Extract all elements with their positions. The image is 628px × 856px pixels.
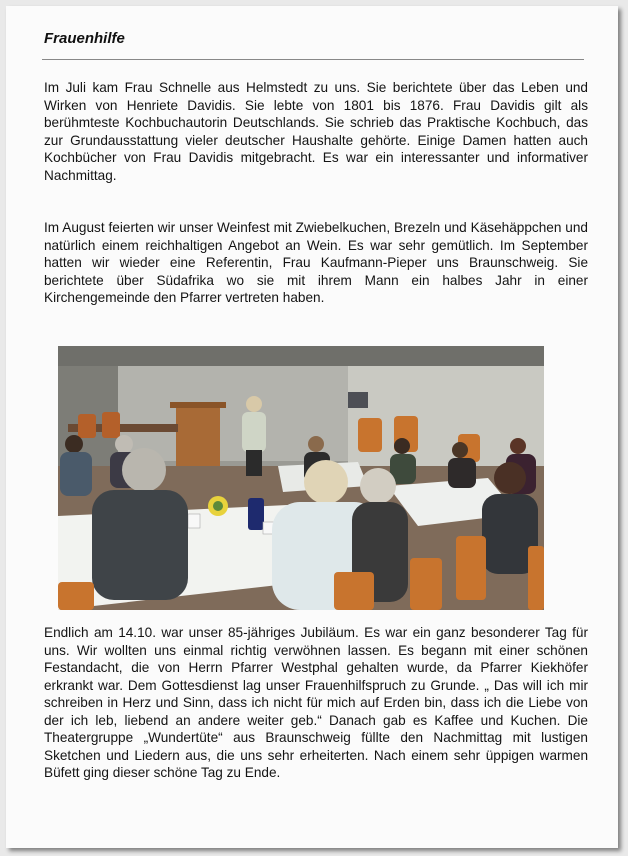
document-page — [6, 6, 618, 848]
anniversary-photo — [58, 346, 544, 610]
title-divider — [42, 59, 584, 60]
paragraph-anniversary: Endlich am 14.10. war unser 85-jähriges Jubiläum. Es war ein ganz besonderer Tag für uns. Wir wollten uns einmal richtig verwöhnen lassen. Es begann mit einer schönen Festandacht, die von Herrn Pfarrer Westphal gehalten wurde, da Pfarrer Kiekhöfer erkrankt war. Dem Gottesdienst lag unser Frauenhilfspruch zu Grunde. „ Das will ich mir schreiben in Herz und Sinn, dass ich nicht für mich auf Erden bin, dass ich die Liebe von der ich leb, liebend an andere weiter geb.“ Danach gab es Kaffee und Kuchen. Die Theatergruppe „Wundertüte“ aus Braunschweig füllte den Nachmittag mit lustigen Sketchen und Liedern aus, die uns sehr erheiterten. Nach einem sehr üppigen warmen Büfett ging dieser schöne Tag zu Ende. — [44, 625, 588, 780]
section-title: Frauenhilfe — [44, 30, 125, 47]
paragraph-wine-festival: Im August feierten wir unser Weinfest mit Zwiebelkuchen, Brezeln und Käsehäppchen und natürlich einem reichhaltigen Angebot an Wein. Es war sehr gemütlich. Im September hatten wir wieder eine Referentin, Frau Kaufmann-Pieper uns Braunschweig. Sie berichtete über Südafrika wo sie mit ihrem Mann ein halbes Jahr in einer Kirchengemeinde den Pfarrer vertreten haben. — [44, 220, 588, 305]
paragraph-july-lecture: Im Juli kam Frau Schnelle aus Helmstedt zu uns. Sie berichtete über das Leben und Wirken von Henriete Davidis. Sie lebte von 1801 bis 1876. Frau Davidis gilt als berühmteste Kochbuchautorin Deutschlands. Sie schrieb das Praktische Kochbuch, das zur Grundausstattung vieler deutscher Haushalte gehörte. Einige Damen hatten auch Kochbücher von Frau Davidis mitgebracht. Es war ein interessanter und informativer Nachmittag. — [44, 80, 588, 183]
